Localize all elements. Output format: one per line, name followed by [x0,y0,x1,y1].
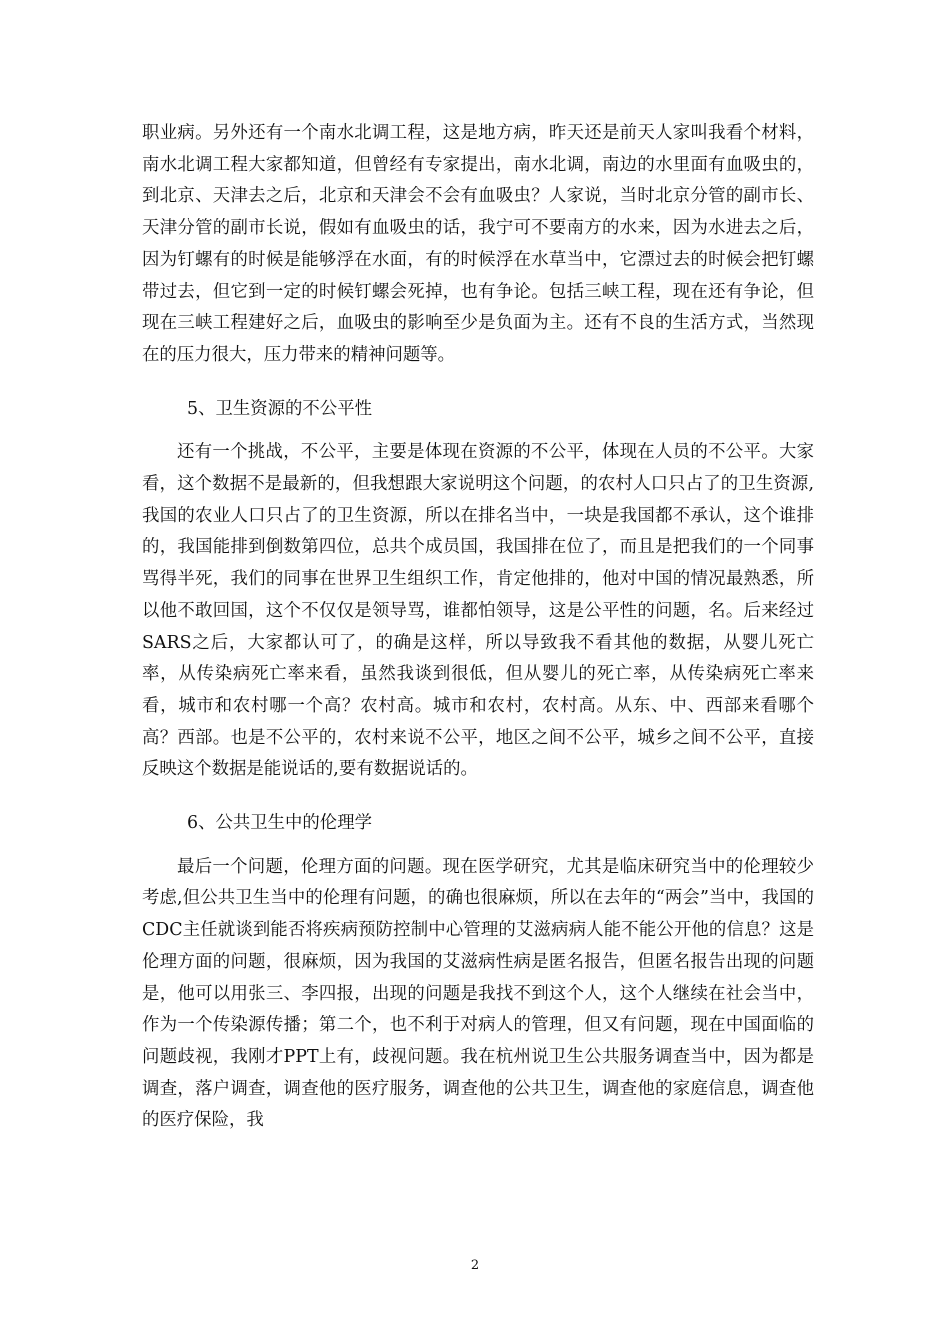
section-heading-public-health-ethics: 6、公共卫生中的伦理学 [187,813,372,834]
paragraph-resource-inequity: 还有一个挑战，不公平，主要是体现在资源的不公平，体现在人员的不公平。大家看，这个数据不是最新的，但我想跟大家说明这个问题，的农村人口只占了的卫生资源,我国的农业人口只占了的卫生资源，所以在排名当中，一块是我国都不承认，这个谁排的，我国能排到倒数第四位，总共个成员国，我国排在位了，而且是把我们的一个同事骂得半死，我们的同事在世界卫生组织工作，肯定他排的，他对中国的情况最熟悉，所以他不敢回国，这个不仅仅是领导骂，谁都怕领导，这是公平性的问题，名。后来经过SARS之后，大家都认可了，的确是这样，所以导致我不看其他的数据，从婴儿死亡率，从传染病死亡率来看，虽然我谈到很低，但从婴儿的死亡率，从传染病死亡率来看，城市和农村哪一个高？农村高。城市和农村，农村高。从东、中、西部来看哪个高？西部。也是不公平的，农村来说不公平，地区之间不公平，城乡之间不公平，直接反映这个数据是能说话的,要有数据说话的。 [142,442,814,780]
page-number: 2 [470,1258,480,1273]
section-heading-resource-inequity: 5、卫生资源的不公平性 [187,398,372,419]
paragraph-public-health-ethics: 最后一个问题，伦理方面的问题。现在医学研究，尤其是临床研究当中的伦理较少考虑,但公共卫生当中的伦理有问题，的确也很麻烦，所以在去年的“两会”当中，我国的CDC主任就谈到能否将疾病预防控制中心管理的艾滋病病人能不能公开他的信息？这是伦理方面的问题，很麻烦，因为我国的艾滋病性病是匿名报告，但匿名报告出现的问题是，他可以用张三、李四报，出现的问题是我找不到这个人，这个人继续在社会当中，作为一个传染源传播；第二个，也不利于对病人的管理，但又有问题，现在中国面临的问题歧视，我刚才PPT上有，歧视问题。我在杭州说卫生公共服务调查当中，因为都是调查，落户调查，调查他的医疗服务，调查他的公共卫生，调查他的家庭信息，调查他的医疗保险，我 [142,856,814,1131]
document-body [142,118,814,1137]
paragraph-occupational-disease: 职业病。另外还有一个南水北调工程，这是地方病，昨天还是前天人家叫我看个材料，南水北调工程大家都知道，但曾经有专家提出，南水北调，南边的水里面有血吸虫的，到北京、天津去之后，北京和天津会不会有血吸虫？人家说，当时北京分管的副市长、天津分管的副市长说，假如有血吸虫的话，我宁可不要南方的水来，因为水进去之后，因为钉螺有的时候是能够浮在水面，有的时候浮在水草当中，它漂过去的时候会把钉螺带过去，但它到一定的时候钉螺会死掉，也有争论。包括三峡工程，现在还有争论，但现在三峡工程建好之后，血吸虫的影响至少是负面为主。还有不良的生活方式，当然现在的压力很大，压力带来的精神问题等。 [142,123,814,365]
